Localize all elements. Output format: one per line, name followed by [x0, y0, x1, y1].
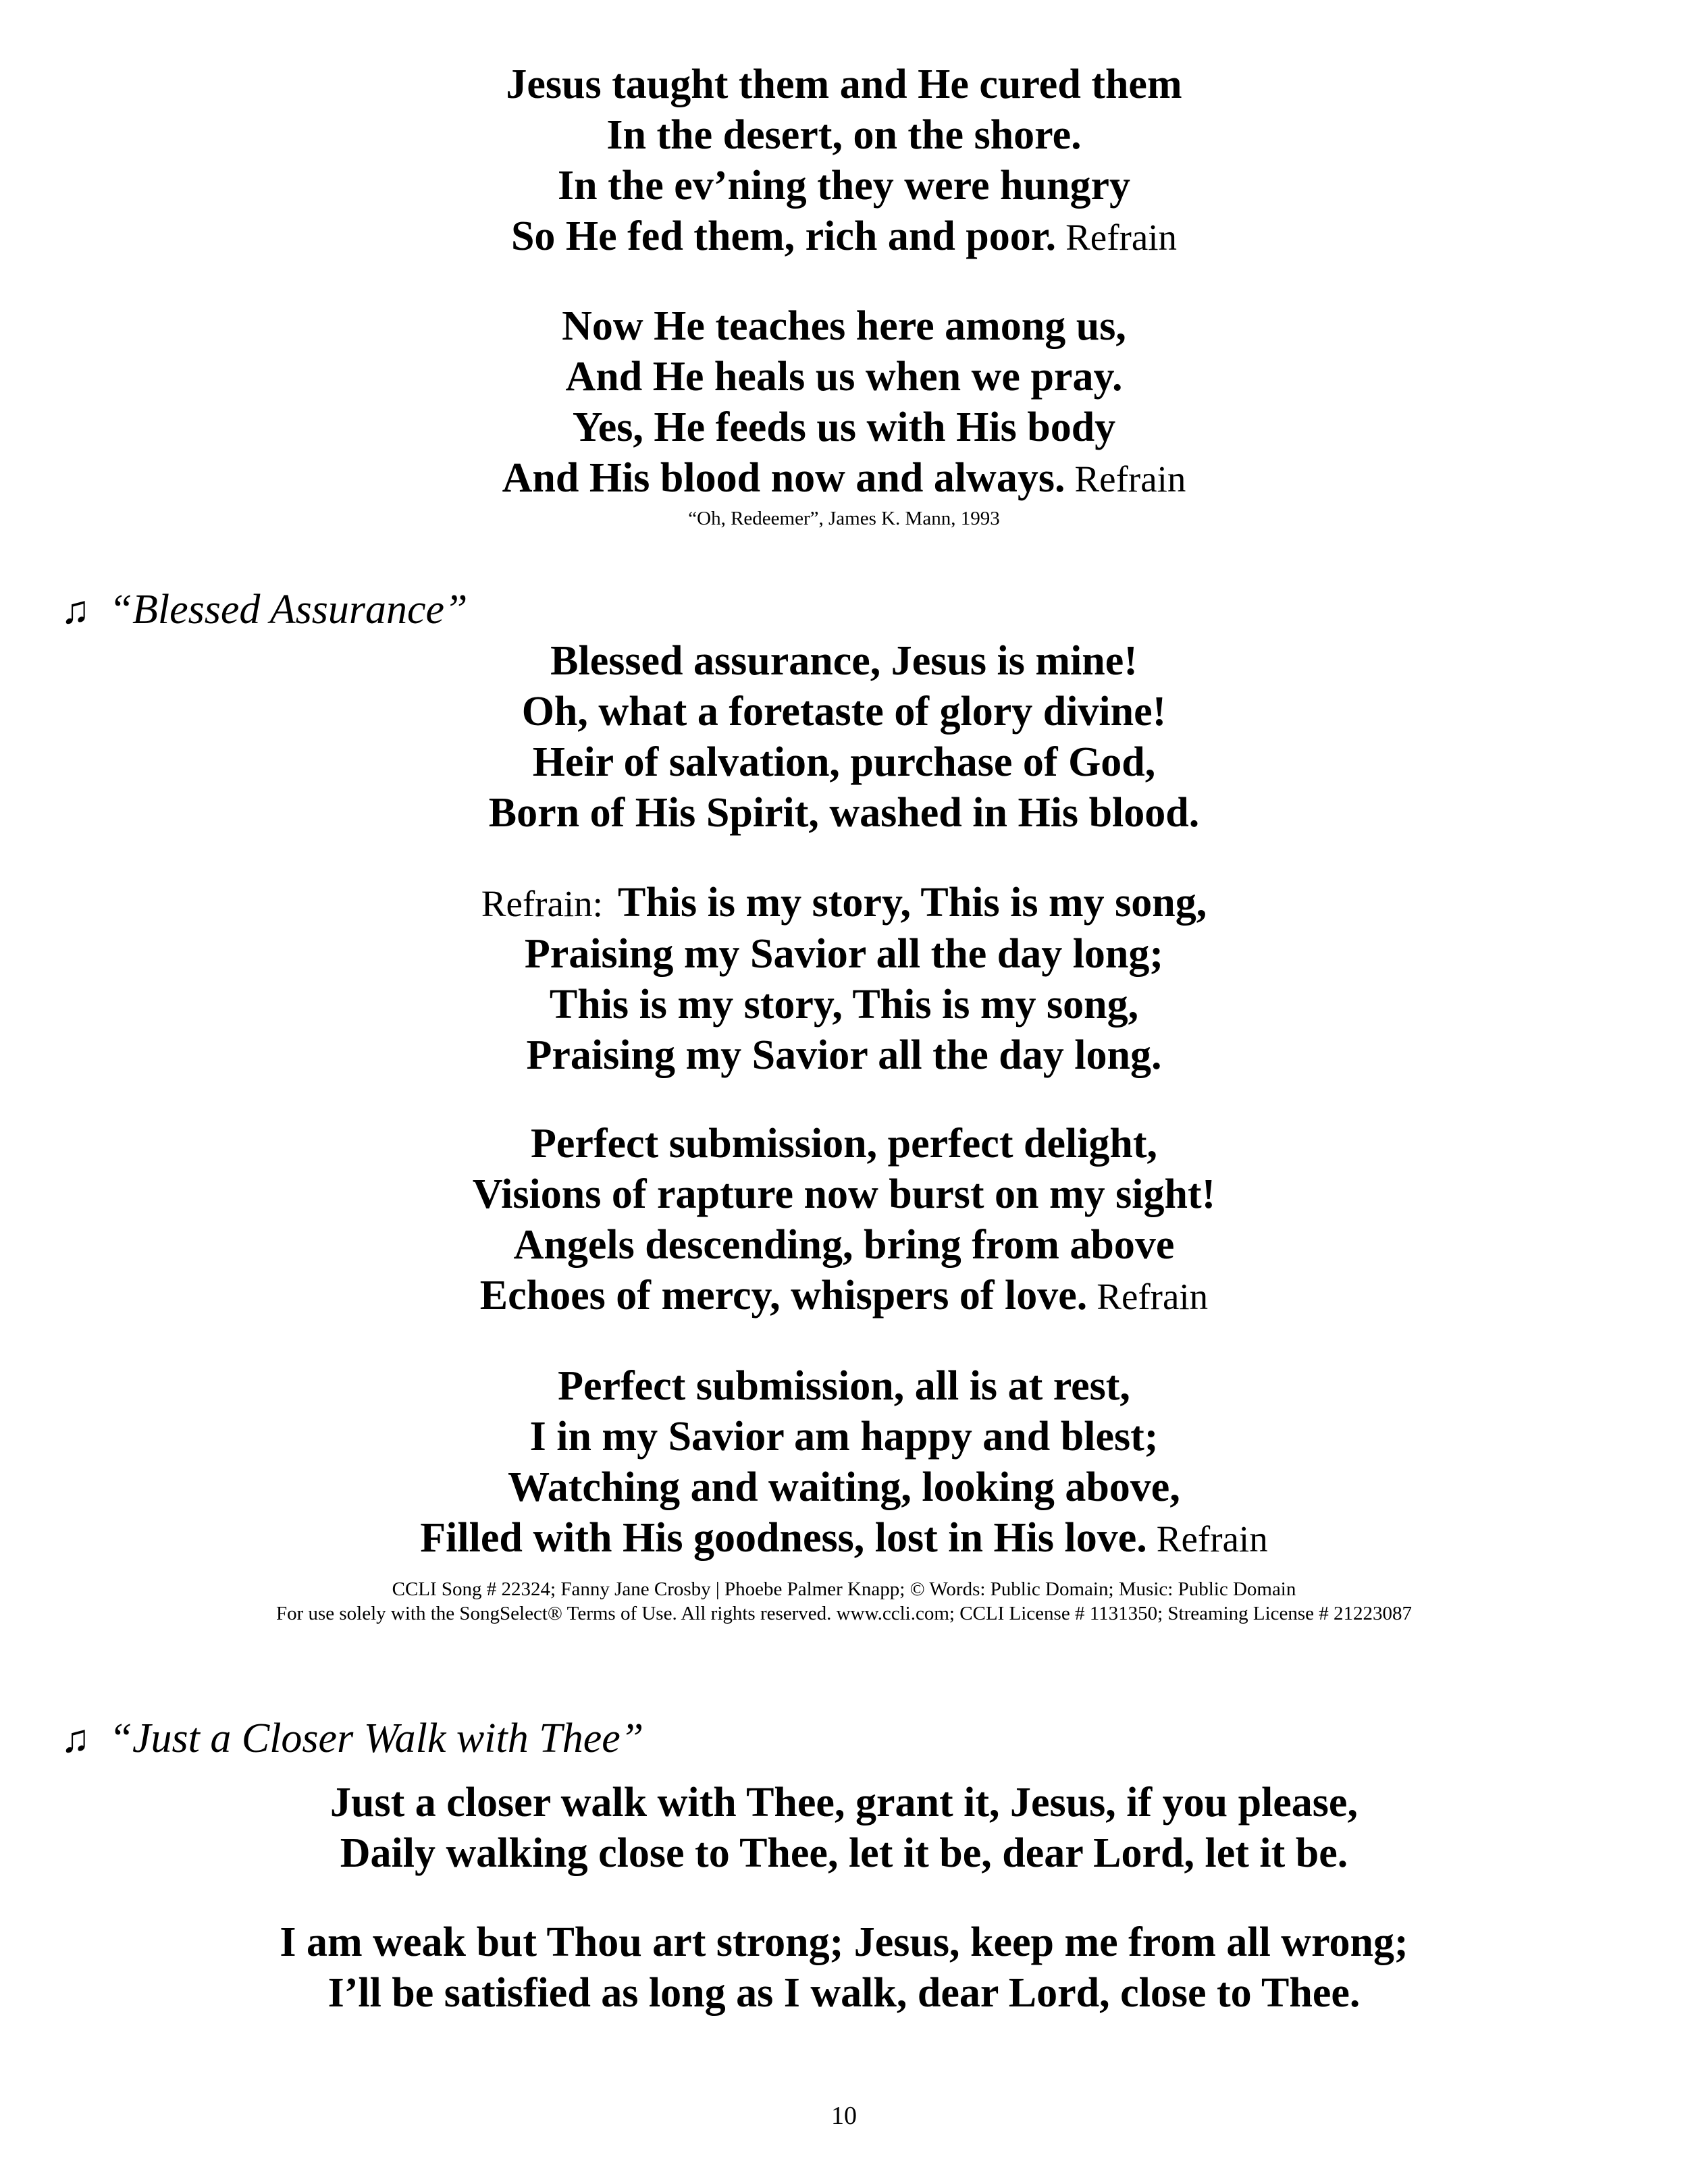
music-note-icon: ♫	[61, 1717, 90, 1761]
lyric-line: Heir of salvation, purchase of God,	[532, 739, 1156, 785]
lyric-line	[0, 211, 1688, 263]
song2-credit-line-2: For use solely with the SongSelect® Terms of Use. All rights reserved. www.ccli.com; CCLI License # 1131350; Streaming License # 21223087	[275, 1603, 1413, 1624]
lyric-line: Oh, what a foretaste of glory divine!	[521, 689, 1167, 735]
song3-title: “Just a Closer Walk with Thee”	[109, 1715, 644, 1761]
song2-credit-line-1: CCLI Song # 22324; Fanny Jane Crosby | Phoebe Palmer Knapp; © Words: Public Domain; Music: Public Domain	[392, 1578, 1296, 1600]
song2-verse-1	[0, 636, 1688, 838]
lyric-line: I am weak but Thou art strong; Jesus, keep me from all wrong;	[280, 1919, 1408, 1965]
refrain-tag: Refrain	[1097, 1276, 1209, 1317]
lyric-line: I’ll be satisfied as long as I walk, dear Lord, close to Thee.	[327, 1970, 1361, 2016]
lyric-line: This is my story, This is my song,	[549, 982, 1139, 1028]
lyric-line: Perfect submission, all is at rest,	[558, 1363, 1130, 1409]
lyric-line: Praising my Savior all the day long.	[526, 1032, 1162, 1078]
lyric-line: Daily walking close to Thee, let it be, dear Lord, let it be.	[340, 1830, 1348, 1876]
lyric-line: Jesus taught them and He cured them	[506, 61, 1182, 107]
page-number: 10	[831, 2102, 857, 2130]
song2-verse-2	[0, 1119, 1688, 1322]
refrain-tag: Refrain	[1156, 1518, 1268, 1560]
song1-verse-2	[0, 301, 1688, 504]
lyric-line: Perfect submission, perfect delight,	[530, 1121, 1158, 1167]
lyric-line: I in my Savior am happy and blest;	[529, 1414, 1159, 1460]
song3-heading	[61, 1713, 643, 1764]
lyric-line: Watching and waiting, looking above,	[508, 1464, 1180, 1510]
lyric-line	[0, 1513, 1688, 1564]
lyric-text: This is my story, This is my song,	[617, 880, 1207, 926]
lyric-line: Visions of rapture now burst on my sight!	[472, 1171, 1216, 1217]
lyric-line: In the desert, on the shore.	[606, 112, 1082, 158]
lyric-line: Yes, He feeds us with His body	[572, 404, 1116, 450]
lyric-line: Now He teaches here among us,	[562, 303, 1126, 349]
lyric-text: Filled with His goodness, lost in His love.	[420, 1515, 1147, 1561]
song1-verse-1	[0, 59, 1688, 263]
lyric-line: In the ev’ning they were hungry	[558, 163, 1130, 209]
song2-verse-3	[0, 1361, 1688, 1564]
lyric-line: Blessed assurance, Jesus is mine!	[550, 638, 1138, 684]
song1-credit: “Oh, Redeemer”, James K. Mann, 1993	[688, 508, 1000, 529]
lyric-line: Angels descending, bring from above	[513, 1222, 1175, 1268]
lyric-text: And His blood now and always.	[502, 455, 1065, 501]
lyric-line	[0, 453, 1688, 504]
song2-refrain	[0, 878, 1688, 1081]
lyric-text: Echoes of mercy, whispers of love.	[479, 1273, 1088, 1319]
lyric-line	[0, 1271, 1688, 1322]
song2-title: “Blessed Assurance”	[109, 587, 468, 633]
lyric-line: And He heals us when we pray.	[565, 354, 1123, 400]
lyric-line: Born of His Spirit, washed in His blood.	[488, 790, 1200, 836]
song3-verse-1	[0, 1778, 1688, 1879]
lyric-line	[0, 878, 1688, 929]
lyric-line: Praising my Savior all the day long;	[524, 931, 1164, 977]
song2-heading	[61, 585, 468, 635]
refrain-label: Refrain:	[481, 883, 603, 924]
music-note-icon: ♫	[61, 588, 90, 632]
refrain-tag: Refrain	[1074, 458, 1186, 500]
lyric-text: So He fed them, rich and poor.	[510, 213, 1057, 259]
song3-verse-2	[0, 1917, 1688, 2019]
lyric-line: Just a closer walk with Thee, grant it, Jesus, if you please,	[330, 1780, 1358, 1826]
refrain-tag: Refrain	[1065, 217, 1178, 258]
